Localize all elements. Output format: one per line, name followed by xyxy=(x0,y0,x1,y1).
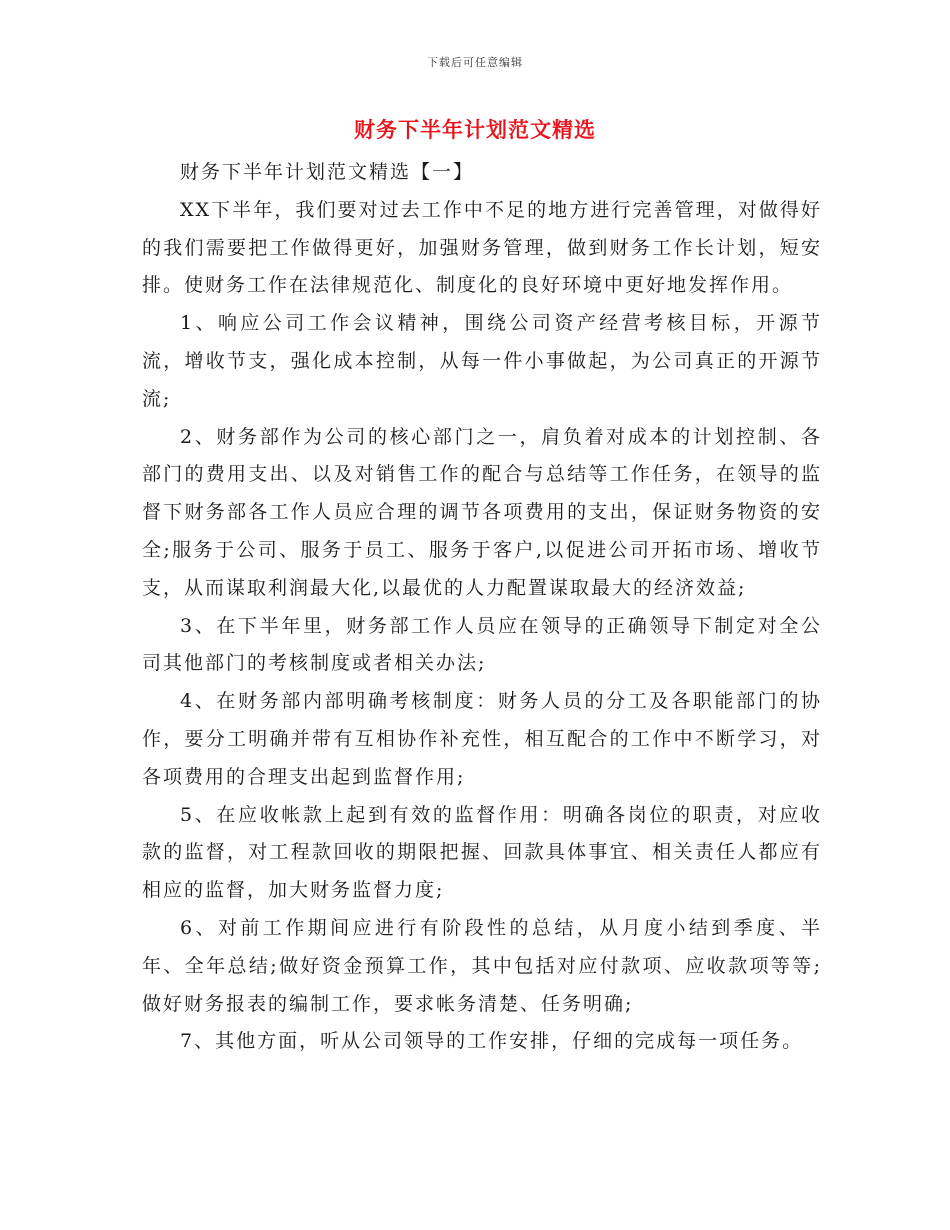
item-2-paragraph: 2、财务部作为公司的核心部门之一，肩负着对成本的计划控制、各部门的费用支出、以及对销售工作的配合与总结等工作任务，在领导的监督下财务部各工作人员应合理的调节各项费用的支出，保证财务物资的安全;服务于公司、服务于员工、服务于客户,以促进公司开拓市场、增收节支，从而谋取利润最大化,以最优的人力配置谋取最大的经济效益; xyxy=(142,425,822,599)
item-4-paragraph: 4、在财务部内部明确考核制度：财务人员的分工及各职能部门的协作，要分工明确并带有互相协作补充性，相互配合的工作中不断学习，对各项费用的合理支出起到监督作用; xyxy=(142,690,822,788)
intro-paragraph: XX下半年，我们要对过去工作中不足的地方进行完善管理，对做得好的我们需要把工作做得更好，加强财务管理，做到财务工作长计划，短安排。使财务工作在法律规范化、制度化的良好环境中更好地发挥作用。 xyxy=(142,198,822,297)
document-body xyxy=(142,154,822,1061)
item-7-paragraph: 7、其他方面，听从公司领导的工作安排，仔细的完成每一项任务。 xyxy=(180,1030,804,1053)
item-3-paragraph: 3、在下半年里，财务部工作人员应在领导的正确领导下制定对全公司其他部门的考核制度或者相关办法; xyxy=(142,614,822,675)
item-6-paragraph: 6、对前工作期间应进行有阶段性的总结，从月度小结到季度、半年、全年总结;做好资金预算工作，其中包括对应付款项、应收款项等等;做好财务报表的编制工作，要求帐务清楚、任务明确; xyxy=(142,916,822,1015)
header-note: 下载后可任意编辑 xyxy=(427,56,523,69)
item-1-paragraph: 1、响应公司工作会议精神，围绕公司资产经营考核目标，开源节流，增收节支，强化成本控制，从每一件小事做起，为公司真正的开源节流; xyxy=(142,312,822,410)
item-5-paragraph: 5、在应收帐款上起到有效的监督作用：明确各岗位的职责，对应收款的监督，对工程款回收的期限把握、回款具体事宜、相关责任人都应有相应的监督，加大财务监督力度; xyxy=(142,803,822,902)
section-heading: 财务下半年计划范文精选【一】 xyxy=(180,161,475,183)
document-title: 财务下半年计划范文精选 xyxy=(354,118,596,142)
